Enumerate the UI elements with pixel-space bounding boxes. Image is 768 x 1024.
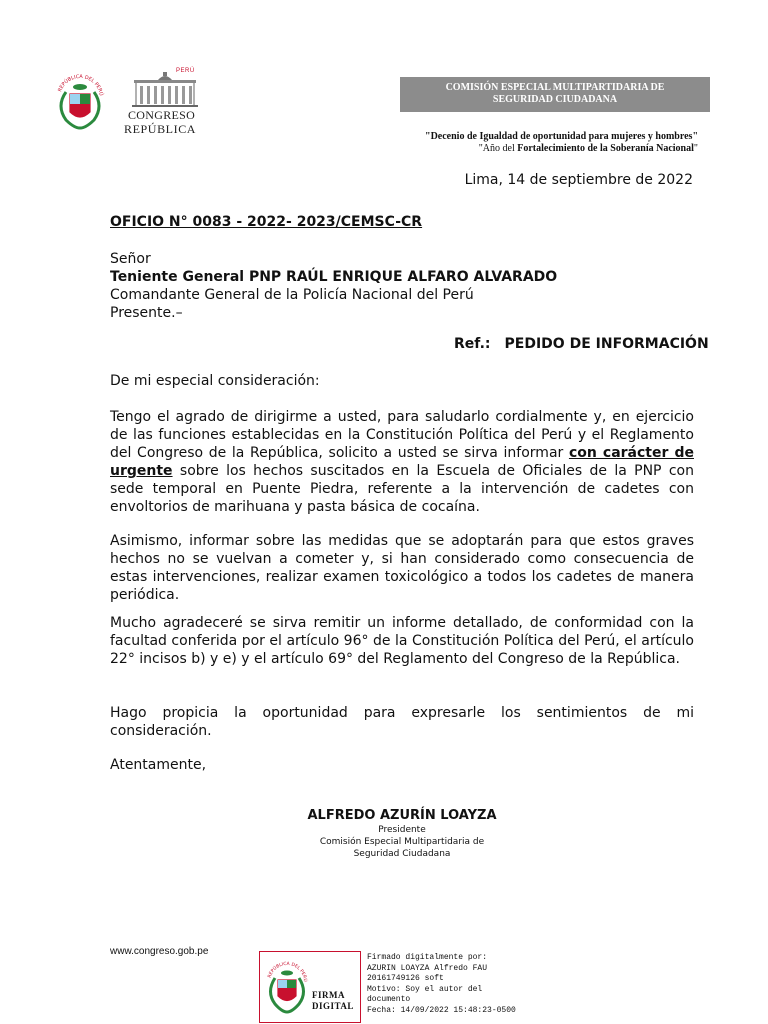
decenio-motto — [380, 131, 698, 155]
oficio-number: OFICIO N° 0083 - 2022- 2023/CEMSC-CR — [110, 214, 423, 230]
signed-line: Fecha: 14/09/2022 15:48:23-0500 — [367, 1005, 516, 1015]
peru-coat-of-arms-icon — [52, 72, 108, 134]
paragraph-4: Hago propicia la oportunidad para expresarle los sentimientos de mi consideración. — [110, 705, 694, 739]
stamp-coat-of-arms-icon — [264, 958, 310, 1018]
signed-line: AZURIN LOAYZA Alfredo FAU — [367, 963, 488, 973]
signed-line: Firmado digitalmente por: — [367, 953, 488, 962]
commission-line2: SEGURIDAD CIUDADANA — [492, 94, 618, 105]
reference-line — [454, 335, 709, 353]
signed-line: 20161749126 soft — [367, 974, 444, 983]
closing-line: Atentamente, — [110, 757, 207, 773]
paragraph-1-text-a: Tengo el agrado de dirigirme a usted, para saludarlo cordialmente y, en ejercicio de las funciones establecidas en la Constitución Política del Perú y el Reglamento del Congreso de la República, solicito a usted se sirva informar — [110, 409, 694, 461]
congreso-logo — [124, 68, 204, 148]
paragraph-3: Mucho agradeceré se sirva remitir un informe detallado, de conformidad con la facultad conferida por el artículo 96° de la Constitución Política del Perú, el artículo 22° incisos b) y e) y el artículo 69° del Reglamento del Congreso de la República. — [110, 615, 694, 667]
commission-header-box — [400, 77, 710, 112]
anio-prefix: "Año del — [478, 143, 518, 154]
anio-close: " — [693, 143, 698, 154]
quote-close: " — [692, 131, 698, 142]
salutation-title: Señor — [110, 251, 151, 267]
presente: Presente.– — [110, 305, 183, 321]
digital-signature-info — [367, 953, 517, 1016]
letter-date: Lima, 14 de septiembre de 2022 — [464, 172, 693, 188]
paragraph-2: Asimismo, informar sobre las medidas que se adoptarán para que estos graves hechos no se vuelvan a cometer y, si han considerado como consecuencia de estas intervenciones, realizar examen toxicológico a todos los cadetes de manera periódica. — [110, 533, 694, 603]
quote-open: " — [425, 131, 431, 142]
signature-block — [260, 807, 544, 860]
signer-name: ALFREDO AZURÍN LOAYZA — [307, 808, 497, 823]
logo-name-line1: CONGRESO — [128, 108, 196, 122]
anio-text: Fortalecimiento de la Soberanía Nacional — [517, 143, 694, 154]
congress-building-icon — [130, 70, 200, 108]
svg-text:REPÚBLICA DEL PERÚ: REPÚBLICA DEL PERÚ — [57, 73, 104, 97]
signer-commission-line2: Seguridad Ciudadana — [353, 849, 451, 859]
paragraph-1-text-b: sobre los hechos suscitados en la Escuela de Oficiales de la PNP con sede temporal en Puente Piedra, referente a la intervención de cadetes con envoltorios de marihuana y pasta básica de cocaína. — [110, 463, 694, 515]
decenio-text: Decenio de Igualdad de oportunidad para mujeres y hombres — [430, 131, 693, 142]
paragraph-1 — [110, 408, 694, 516]
addressee-name: Teniente General PNP RAÚL ENRIQUE ALFARO ALVARADO — [110, 269, 558, 285]
addressee-block — [110, 250, 670, 322]
opening-line: De mi especial consideración: — [110, 373, 320, 389]
signer-role: Presidente — [378, 825, 426, 835]
website-link[interactable]: www.congreso.gob.pe — [110, 946, 209, 957]
ref-label: Ref.: — [454, 336, 491, 352]
stamp-line1: FIRMA — [312, 990, 345, 1000]
digital-signature-stamp — [259, 951, 361, 1023]
addressee-role: Comandante General de la Policía Nacional del Perú — [110, 287, 474, 303]
ref-value: PEDIDO DE INFORMACIÓN — [504, 336, 709, 352]
stamp-line2: DIGITAL — [312, 1001, 354, 1011]
signed-line: documento — [367, 995, 411, 1004]
logo-country: PERÚ — [176, 68, 195, 74]
urgent-emphasis: con carácter de urgente — [110, 445, 694, 479]
stamp-label — [312, 990, 354, 1012]
commission-line1: COMISIÓN ESPECIAL MULTIPARTIDARIA DE — [445, 82, 665, 93]
logo-name-line2: REPÚBLICA — [124, 122, 197, 136]
signer-commission-line1: Comisión Especial Multipartidaria de — [319, 837, 485, 847]
signed-line: Motivo: Soy el autor del — [367, 984, 483, 994]
svg-text:REPÚBLICA DEL PERÚ: REPÚBLICA DEL PERÚ — [267, 961, 308, 983]
